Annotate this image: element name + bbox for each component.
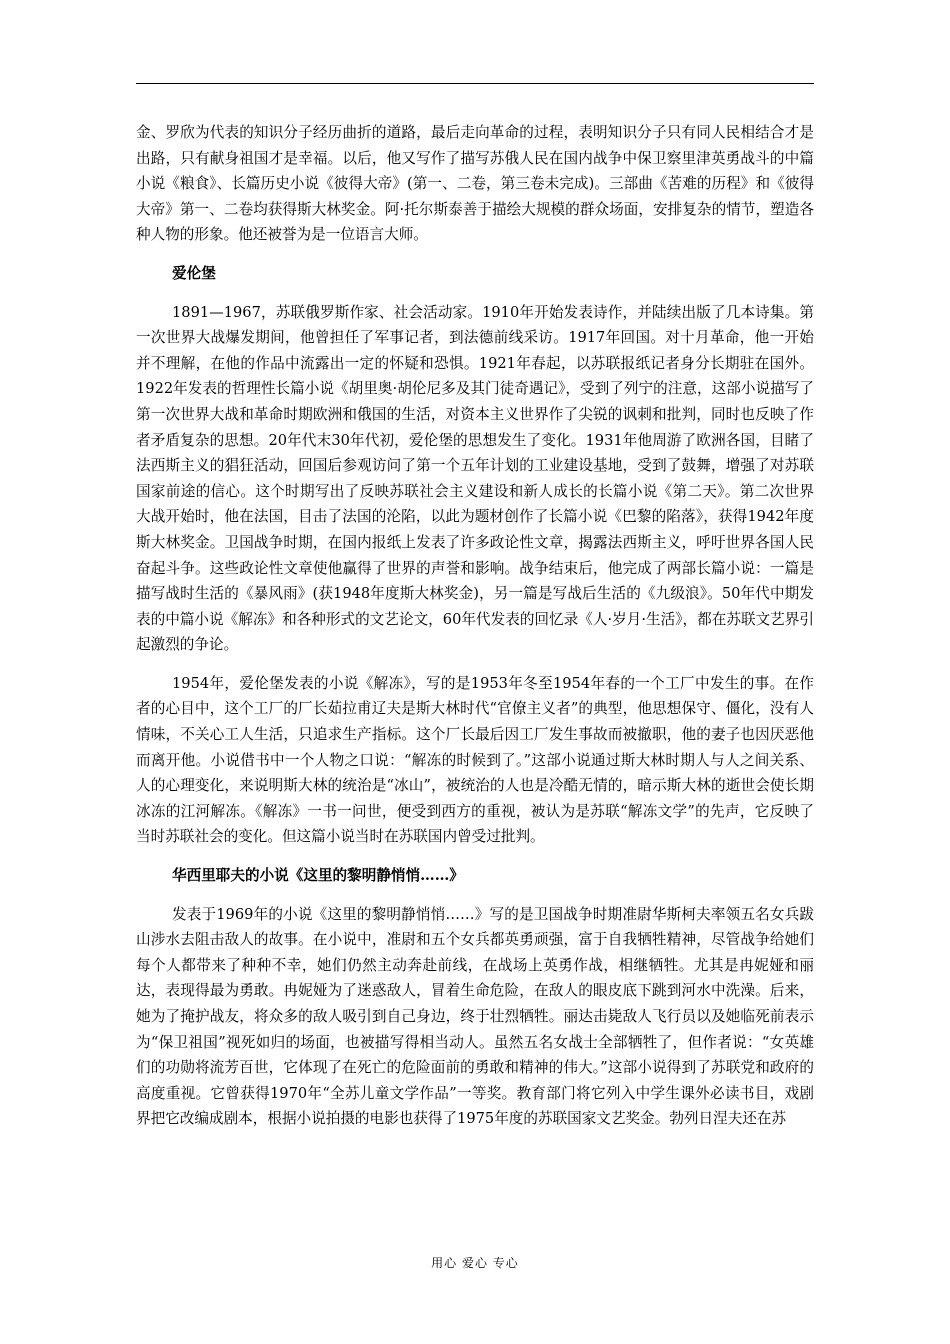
- document-body: [136, 120, 814, 1132]
- page-footer: 用心 爱心 专心: [431, 1256, 519, 1270]
- paragraph-thaw-novel: 1954年，爱伦堡发表的小说《解冻》，写的是1953年冬至1954年春的一个工厂中发生的事。在作者的心目中，这个工厂的厂长茹拉甫辽夫是斯大林时代“官僚主义者”的典型，他思想保守、僵化，没有人情味，不关心工人生活，只追求生产指标。这个厂长最后因工厂发生事故而被撤职，他的妻子也因厌恶他而离开他。小说借书中一个人物之口说：“解冻的时候到了。”这部小说通过斯大林时期人与人之间关系、人的心理变化，来说明斯大林的统治是“冰山”，被统治的人也是冷酷无情的，暗示斯大林的逝世会使长期冰冻的江河解冻。《解冻》一书一问世，便受到西方的重视，被认为是苏联“解冻文学”的先声，它反映了当时苏联社会的变化。但这篇小说当时在苏联国内曾受过批判。: [136, 674, 814, 846]
- section-heading-ehrenburg: 爱伦堡: [172, 264, 216, 282]
- header-rule: [136, 83, 814, 84]
- paragraph-dawns-quiet: 发表于1969年的小说《这里的黎明静悄悄……》写的是卫国战争时期准尉华斯柯夫率领五名女兵跋山涉水去阻击敌人的故事。在小说中，准尉和五个女兵都英勇顽强，富于自我牺牲精神，尽管战争给她们每个人都带来了种种不幸，她们仍然主动奔赴前线，在战场上英勇作战，相继牺牲。尤其是冉妮娅和丽达，表现得最为勇敢。冉妮娅为了迷惑敌人，冒着生命危险，在敌人的眼皮底下跳到河水中洗澡。后来，她为了掩护战友，将众多的敌人吸引到自己身边，终于壮烈牺牲。丽达击毙敌人飞行员以及她临死前表示为“保卫祖国”视死如归的场面，也被描写得相当动人。虽然五名女战士全部牺牲了，但作者说：“女英雄们的功勋将流芳百世，它体现了在死亡的危险面前的勇敢和精神的伟大。”这部小说得到了苏联党和政府的高度重视。它曾获得1970年“全苏儿童文学作品”一等奖。教育部门将它列入中学生课外必读书目，戏剧界把它改编成剧本，根据小说拍摄的电影也获得了1975年度的苏联国家文艺奖金。勃列日涅夫还在苏: [136, 905, 814, 1128]
- section-heading-vasilyev: 华西里耶夫的小说《这里的黎明静悄悄……》: [172, 867, 464, 885]
- paragraph-ehrenburg-bio: 1891—1967，苏联俄罗斯作家、社会活动家。1910年开始发表诗作，并陆续出版了几本诗集。第一次世界大战爆发期间，他曾担任了军事记者，到法德前线采访。1917年回国。对十月革命，他一开始并不理解，在他的作品中流露出一定的怀疑和恐惧。1921年春起，以苏联报纸记者身分长期驻在国外。1922年发表的哲理性长篇小说《胡里奥·胡伦尼多及其门徒奇遇记》，受到了列宁的注意，这部小说描写了第一次世界大战和革命时期欧洲和俄国的生活，对资本主义世界作了尖锐的讽刺和批判，同时也反映了作者矛盾复杂的思想。20年代末30年代初，爱伦堡的思想发生了变化。1931年他周游了欧洲各国，目睹了法西斯主义的猖狂活动，回国后参观访问了第一个五年计划的工业建设基地，受到了鼓舞，增强了对苏联国家前途的信心。这个时期写出了反映苏联社会主义建设和新人成长的长篇小说《第二天》。第二次世界大战开始时，他在法国，目击了法国的沦陷，以此为题材创作了长篇小说《巴黎的陷落》，获得1942年度斯大林奖金。卫国战争时期，在国内报纸上发表了许多政论性文章，揭露法西斯主义，呼吁世界各国人民奋起斗争。这些政论性文章使他赢得了世界的声誉和影响。战争结束后，他完成了两部长篇小说：一篇是描写战时生活的《暴风雨》(获1948年度斯大林奖金)，另一篇是写战后生活的《九级浪》。50年代中期发表的中篇小说《解冻》和各种形式的文艺论文，60年代发表的回忆录《人·岁月·生活》，都在苏联文艺界引起激烈的争论。: [136, 303, 814, 654]
- paragraph-continuation: 金、罗欣为代表的知识分子经历曲折的道路，最后走向革命的过程，表明知识分子只有同人民相结合才是出路，只有献身祖国才是幸福。以后，他又写作了描写苏俄人民在国内战争中保卫察里津英勇战斗的中篇小说《粮食》、长篇历史小说《彼得大帝》(第一、二卷，第三卷未完成)。三部曲《苦难的历程》和《彼得大帝》第一、二卷均获得斯大林奖金。阿·托尔斯泰善于描绘大规模的群众场面，安排复杂的情节，塑造各种人物的形象。他还被誉为是一位语言大师。: [136, 124, 814, 244]
